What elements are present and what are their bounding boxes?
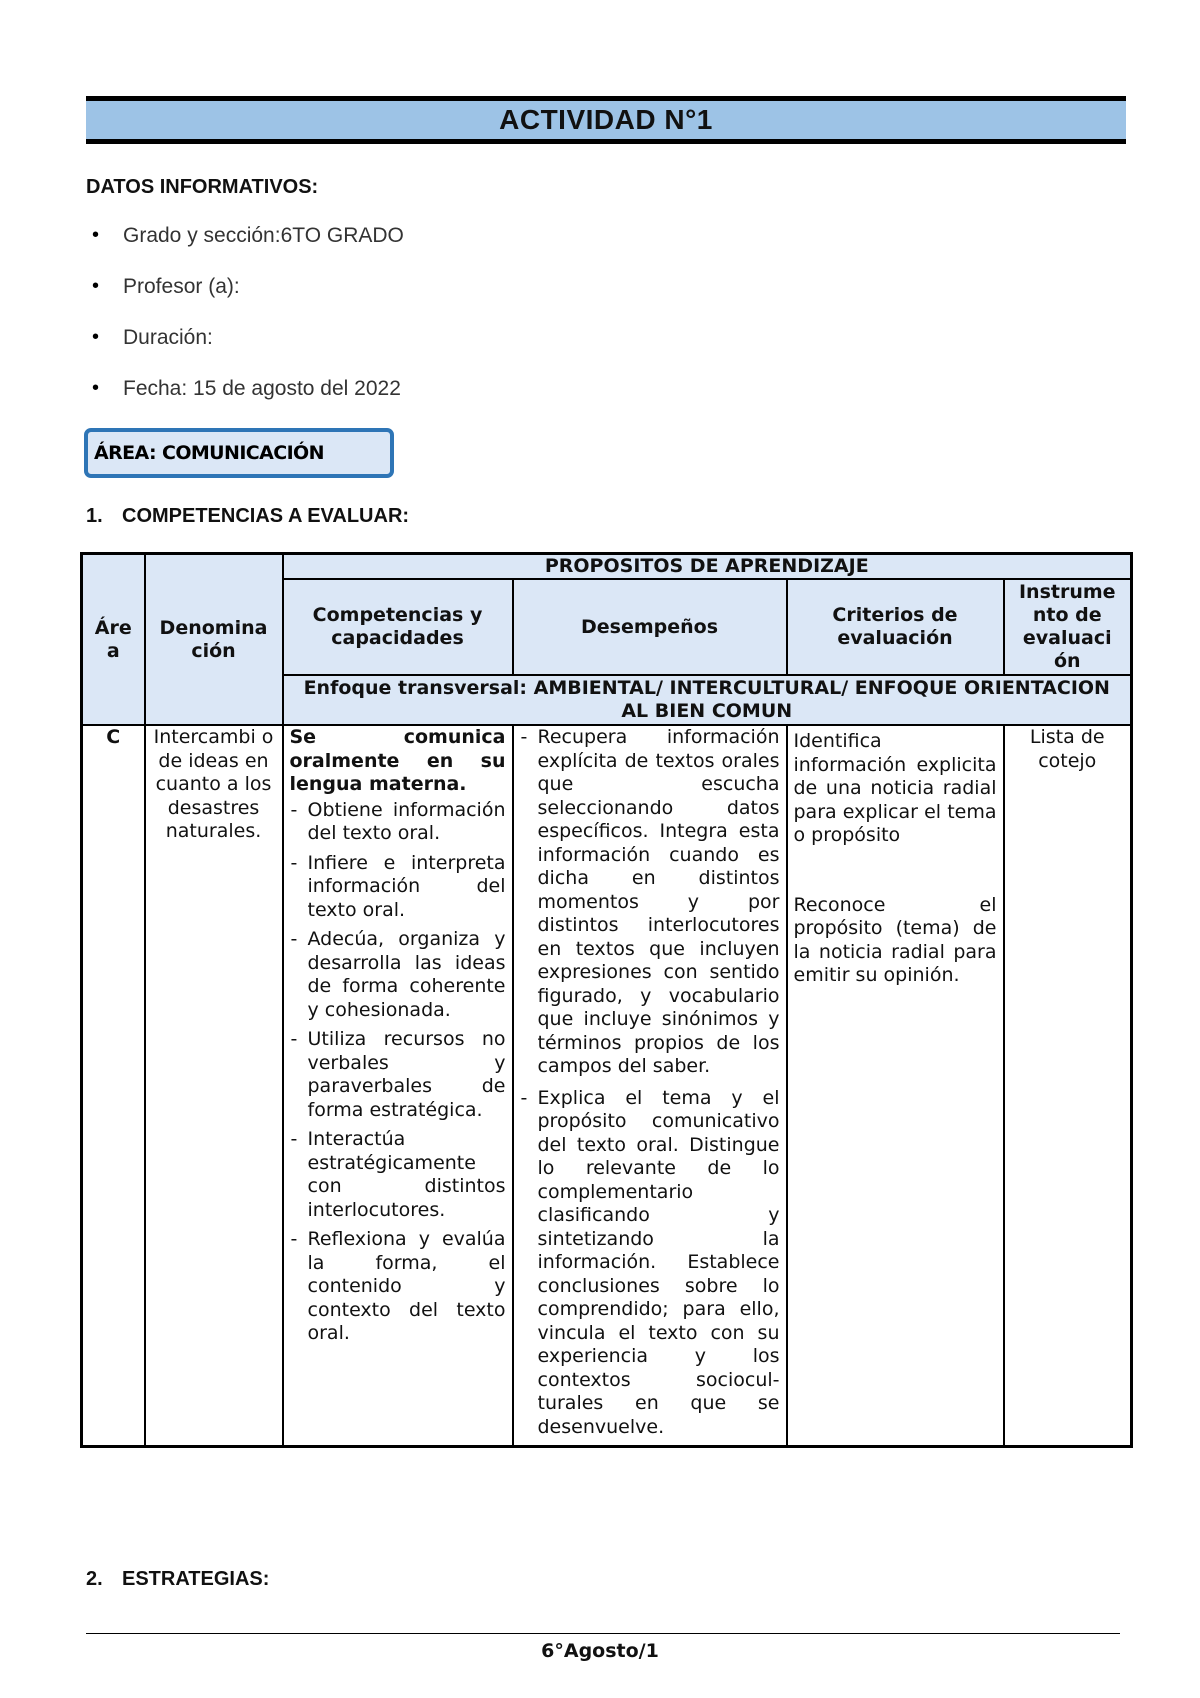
capacidad-item: - Utiliza recursos no verbales y paraverbales de forma estratégica.: [290, 1028, 506, 1122]
header-propositos: PROPOSITOS DE APRENDIZAJE: [283, 554, 1132, 580]
competencia-title: Se comunica oralmente en su lengua materna.: [289, 726, 506, 795]
header-area: Áre a: [82, 554, 145, 726]
criterio-item: Identifica información explicita de una noticia radial para explicar el tema o propósito: [793, 730, 997, 846]
info-item-grado: • Grado y sección:6TO GRADO: [86, 224, 404, 275]
header-criterios: Criterios de evaluación: [787, 579, 1004, 675]
info-list: [86, 224, 404, 428]
capacidades-list: [290, 799, 506, 1346]
capacidad-item: - Adecúa, organiza y desarrolla las ideas de forma coherente y cohesionada.: [290, 928, 506, 1022]
cell-competencias: [283, 725, 513, 1447]
header-desempenos: Desempeños: [513, 579, 787, 675]
header-instrumento: Instrume nto de evaluaci ón: [1004, 579, 1132, 675]
area-label: ÁREA: COMUNICACIÓN: [94, 442, 324, 464]
capacidad-item: - Reflexiona y evalúa la forma, el contenido y contexto del texto oral.: [290, 1228, 506, 1346]
section-number: 1.: [86, 505, 103, 527]
section-label: COMPETENCIAS A EVALUAR:: [122, 505, 410, 527]
section-number: 2.: [86, 1568, 103, 1590]
section-label: ESTRATEGIAS:: [122, 1568, 270, 1590]
datos-heading: DATOS INFORMATIVOS:: [86, 176, 319, 198]
header-denominacion: Denomina ción: [145, 554, 283, 726]
cell-denominacion: Intercambi o de ideas en cuanto a los desastres naturales.: [145, 725, 283, 1447]
section-competencias: [86, 505, 409, 528]
desempeno-item: - Explica el tema y el propósito comunicativo del texto oral. Distingue lo relevante de lo complementario clasificando y sintetizando la información. Establece conclusiones sobre lo comprendido; para ello, vincula el texto con su experiencia y los contextos sociocul-turales en que se desenvuelve.: [520, 1087, 780, 1440]
criterio-item: Reconoce el propósito (tema) de la noticia radial para emitir su opinión.: [793, 893, 997, 986]
section-estrategias: [86, 1568, 269, 1591]
footer-divider: [86, 1633, 1120, 1634]
capacidad-item: - Obtiene información del texto oral.: [290, 799, 506, 846]
header-enfoque: Enfoque transversal: AMBIENTAL/ INTERCULTURAL/ ENFOQUE ORIENTACION AL BIEN COMUN: [283, 675, 1132, 725]
desempeno-item: - Recupera información explícita de textos orales que escucha seleccionando datos específicos. Integra esta información cuando es dicha en distintos momentos y por distintos interlocutores en textos que incluyen expresiones con sentido figurado, y vocabulario que incluye sinónimos y términos propios de los campos del saber.: [520, 726, 780, 1079]
header-competencias: Competencias y capacidades: [283, 579, 513, 675]
info-item-fecha: • Fecha: 15 de agosto del 2022: [86, 377, 404, 428]
capacidad-item: - Interactúa estratégicamente con distintos interlocutores.: [290, 1128, 506, 1222]
cell-criterios: [787, 725, 1004, 1447]
desempenos-list: [520, 726, 780, 1439]
info-item-profesor: • Profesor (a):: [86, 275, 404, 326]
table-row: [82, 725, 1132, 1447]
page-footer: 6°Agosto/1: [541, 1640, 659, 1662]
info-item-duracion: • Duración:: [86, 326, 404, 377]
cell-desempenos: [513, 725, 787, 1447]
competencias-table: [80, 552, 1133, 1448]
activity-title-band: [86, 96, 1126, 144]
area-box: [84, 428, 394, 478]
activity-title: ACTIVIDAD N°1: [499, 104, 713, 135]
capacidad-item: - Infiere e interpreta información del texto oral.: [290, 852, 506, 923]
cell-instrumento: Lista de cotejo: [1004, 725, 1132, 1447]
cell-area: C: [82, 725, 145, 1447]
